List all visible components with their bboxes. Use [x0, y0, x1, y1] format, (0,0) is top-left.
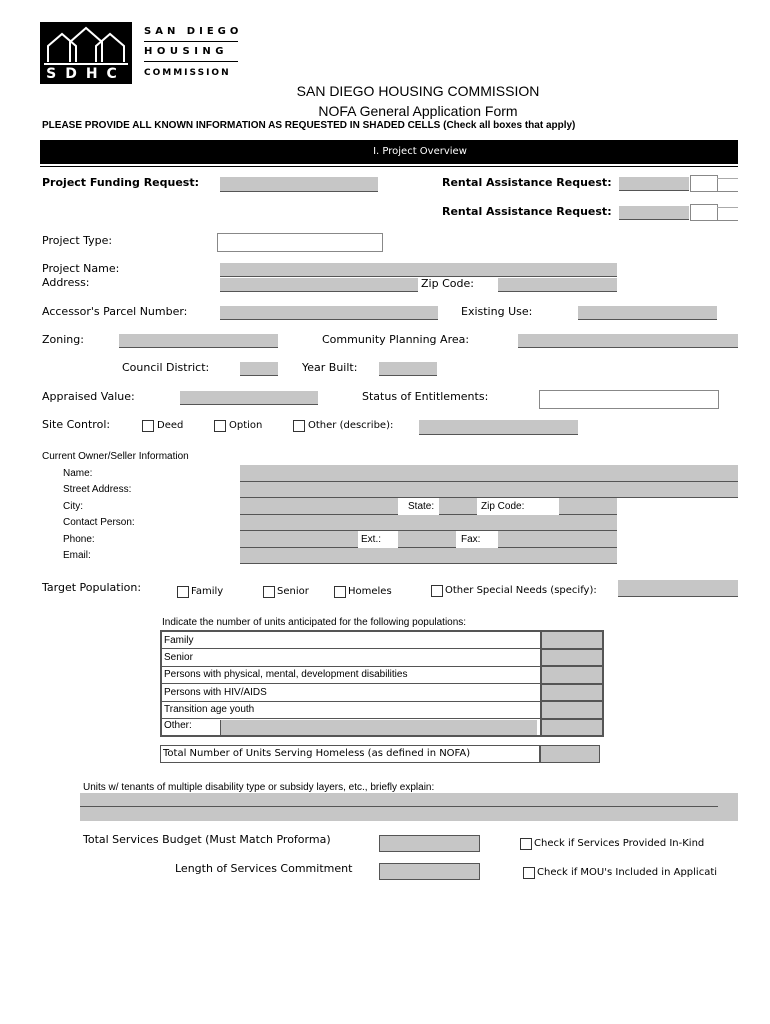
- site-control-label: Site Control:: [42, 418, 111, 431]
- instructions: PLEASE PROVIDE ALL KNOWN INFORMATION AS REQUESTED IN SHADED CELLS (Check all boxes that apply): [42, 120, 576, 131]
- in-kind-checkbox[interactable]: [520, 838, 532, 850]
- units-row-label: Persons with HIV/AIDS: [161, 684, 541, 702]
- project-funding-input[interactable]: [220, 177, 378, 192]
- section-bar: [40, 140, 738, 164]
- logo-line2: HOUSING: [144, 46, 228, 57]
- table-row: [161, 684, 603, 702]
- owner-contact-label: Contact Person:: [63, 517, 135, 528]
- rental-assistance-input-2[interactable]: [619, 206, 689, 220]
- owner-state-input[interactable]: [439, 498, 477, 515]
- community-planning-input[interactable]: [518, 334, 738, 348]
- owner-street-input[interactable]: [240, 482, 738, 498]
- rental-assistance-input-1[interactable]: [619, 177, 689, 191]
- total-homeless-box: [160, 745, 540, 763]
- project-type-select[interactable]: [217, 233, 383, 252]
- option-checkbox[interactable]: [214, 420, 226, 432]
- multi-disability-rule: [80, 806, 718, 807]
- rental-assistance-label-1: Rental Assistance Request:: [442, 176, 612, 189]
- units-intro: Indicate the number of units anticipated for the following populations:: [162, 617, 467, 628]
- appraised-value-input[interactable]: [180, 391, 318, 405]
- apn-label: Accessor's Parcel Number:: [42, 305, 188, 318]
- units-other-label: Other:: [164, 719, 192, 731]
- units-row-label: Persons with physical, mental, development disabilities: [161, 666, 541, 684]
- deed-label: Deed: [157, 420, 184, 431]
- appraised-value-label: Appraised Value:: [42, 390, 135, 403]
- units-table: [160, 630, 604, 737]
- rental-assistance-ext-2: [717, 207, 738, 221]
- zip-code-label: Zip Code:: [421, 277, 474, 290]
- units-row-input[interactable]: [541, 684, 603, 702]
- rental-assistance-box-1[interactable]: [690, 175, 718, 192]
- homeless-checkbox[interactable]: [334, 586, 346, 598]
- total-homeless-label: Total Number of Units Serving Homeless (as defined in NOFA): [163, 748, 471, 759]
- owner-email-label: Email:: [63, 550, 91, 561]
- owner-ext-label: Ext.:: [361, 534, 382, 545]
- in-kind-label: Check if Services Provided In-Kind: [534, 838, 705, 849]
- multi-disability-input[interactable]: [80, 793, 738, 821]
- section-title: I. Project Overview: [373, 146, 467, 157]
- family-label: Family: [191, 586, 224, 597]
- other-describe-input[interactable]: [419, 420, 578, 435]
- sdhc-logo: [40, 22, 243, 84]
- houses-icon: [40, 22, 132, 66]
- table-row: [161, 631, 603, 649]
- project-funding-label: Project Funding Request:: [42, 176, 199, 189]
- table-row: [161, 666, 603, 684]
- owner-name-input[interactable]: [240, 465, 738, 482]
- table-row: [161, 719, 603, 737]
- existing-use-input[interactable]: [578, 306, 717, 320]
- logo-rule2: [144, 61, 238, 62]
- other-special-needs-input[interactable]: [618, 580, 738, 597]
- address-input[interactable]: [220, 278, 418, 292]
- existing-use-label: Existing Use:: [461, 305, 533, 318]
- owner-state-label: State:: [408, 501, 435, 512]
- owner-zip-input[interactable]: [559, 498, 617, 515]
- logo-mark-text: SDHC: [46, 66, 126, 82]
- units-other-input[interactable]: [220, 720, 537, 735]
- org-title: SAN DIEGO HOUSING COMMISSION: [296, 83, 540, 99]
- zoning-input[interactable]: [119, 334, 278, 348]
- logo-line1: SAN DIEGO: [144, 26, 243, 37]
- owner-fax-input[interactable]: [498, 531, 617, 548]
- logo-mark: [40, 22, 132, 84]
- zip-code-input[interactable]: [498, 278, 617, 292]
- form-title: NOFA General Application Form: [318, 103, 518, 119]
- other-describe-label: Other (describe):: [308, 420, 394, 431]
- other-special-needs-label: Other Special Needs (specify):: [445, 585, 597, 596]
- council-district-input[interactable]: [240, 362, 278, 376]
- apn-input[interactable]: [220, 306, 438, 320]
- table-row: [161, 701, 603, 719]
- section-rule: [40, 166, 738, 167]
- owner-heading: Current Owner/Seller Information: [42, 451, 189, 462]
- units-row-input[interactable]: [541, 701, 603, 719]
- owner-street-label: Street Address:: [63, 484, 132, 495]
- rental-assistance-label-2: Rental Assistance Request:: [442, 205, 612, 218]
- owner-city-input[interactable]: [240, 498, 398, 515]
- council-district-label: Council District:: [122, 361, 210, 374]
- deed-checkbox[interactable]: [142, 420, 154, 432]
- units-row-input[interactable]: [541, 719, 603, 737]
- senior-checkbox[interactable]: [263, 586, 275, 598]
- other-describe-checkbox[interactable]: [293, 420, 305, 432]
- senior-label: Senior: [277, 586, 309, 597]
- owner-phone-input[interactable]: [240, 531, 358, 548]
- homeless-label: Homeles: [348, 586, 392, 597]
- target-population-label: Target Population:: [42, 581, 142, 594]
- units-row-label: Senior: [161, 649, 541, 667]
- services-budget-input[interactable]: [379, 835, 480, 852]
- services-commitment-label: Length of Services Commitment: [175, 862, 353, 875]
- total-homeless-input[interactable]: [540, 745, 600, 763]
- owner-zip-label: Zip Code:: [481, 501, 525, 512]
- units-row-input[interactable]: [541, 631, 603, 649]
- units-row-label: [161, 719, 541, 737]
- units-row-input[interactable]: [541, 649, 603, 667]
- rental-assistance-box-2[interactable]: [690, 204, 718, 221]
- zoning-label: Zoning:: [42, 333, 84, 346]
- owner-name-label: Name:: [63, 468, 93, 479]
- multi-disability-label: Units w/ tenants of multiple disability type or subsidy layers, etc., briefly explain:: [83, 782, 435, 793]
- option-label: Option: [229, 420, 263, 431]
- units-row-label: Family: [161, 631, 541, 649]
- project-name-input[interactable]: [220, 263, 617, 277]
- owner-ext-input[interactable]: [398, 531, 456, 548]
- other-special-needs-checkbox[interactable]: [431, 585, 443, 597]
- address-label: Address:: [42, 276, 90, 289]
- logo-line3: COMMISSION: [144, 68, 231, 78]
- services-budget-label: Total Services Budget (Must Match Proforma): [83, 833, 331, 846]
- community-planning-label: Community Planning Area:: [322, 333, 470, 346]
- mou-checkbox[interactable]: [523, 867, 535, 879]
- entitlements-label: Status of Entitlements:: [362, 390, 489, 403]
- project-type-label: Project Type:: [42, 234, 113, 247]
- family-checkbox[interactable]: [177, 586, 189, 598]
- year-built-input[interactable]: [379, 362, 437, 376]
- table-row: [161, 649, 603, 667]
- year-built-label: Year Built:: [302, 361, 358, 374]
- entitlements-select[interactable]: [539, 390, 719, 409]
- owner-phone-label: Phone:: [63, 534, 95, 545]
- owner-contact-input[interactable]: [240, 515, 617, 531]
- units-row-label: Transition age youth: [161, 701, 541, 719]
- services-commitment-input[interactable]: [379, 863, 480, 880]
- mou-label: Check if MOU's Included in Applicati: [537, 867, 717, 878]
- rental-assistance-ext-1: [717, 178, 738, 192]
- owner-email-input[interactable]: [240, 548, 617, 564]
- owner-fax-label: Fax:: [461, 534, 481, 545]
- units-row-input[interactable]: [541, 666, 603, 684]
- owner-city-label: City:: [63, 501, 83, 512]
- logo-rule1: [144, 41, 238, 42]
- project-name-label: Project Name:: [42, 262, 120, 275]
